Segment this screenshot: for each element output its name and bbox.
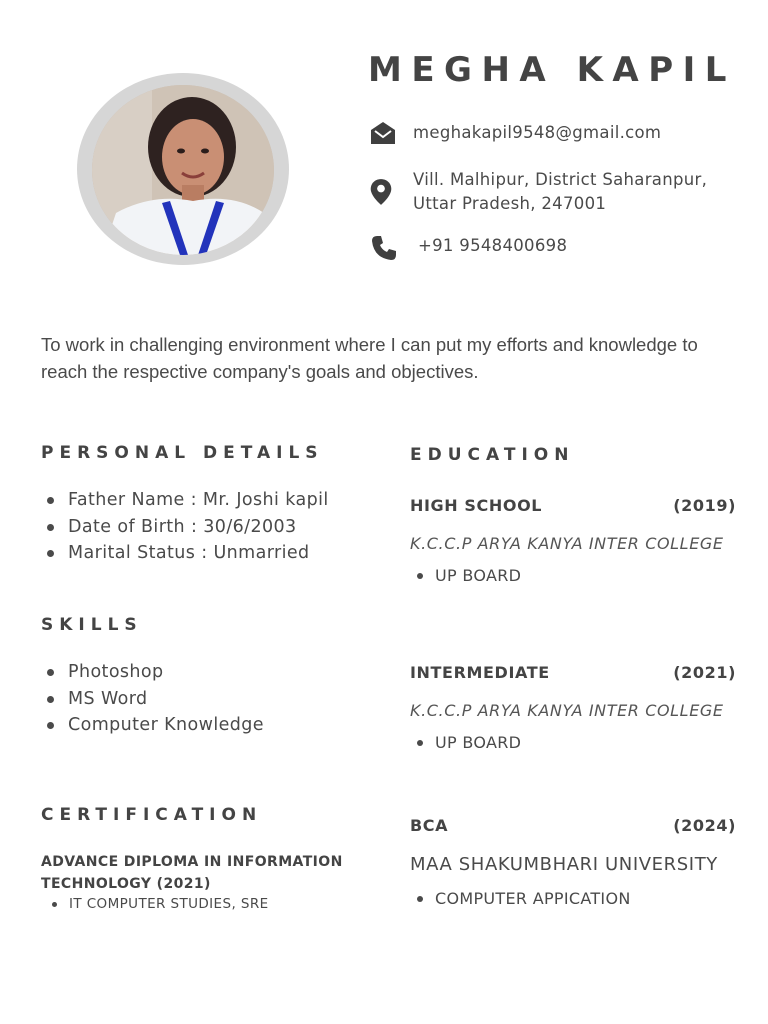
address-line-1: Vill. Malhipur, District Saharanpur,	[413, 170, 708, 189]
email-text[interactable]: meghakapil9548@gmail.com	[413, 123, 662, 142]
career-objective: To work in challenging environment where I can put my efforts and knowledge to reach the respective company's goals and objectives.	[41, 334, 698, 382]
education-year: (2019)	[673, 496, 736, 515]
candidate-name: MEGHA KAPIL	[368, 50, 736, 90]
education-entry-header	[410, 816, 736, 835]
education-school: K.C.C.P ARYA KANYA INTER COLLEGE	[410, 534, 724, 553]
education-entry-header	[410, 496, 736, 515]
profile-photo	[92, 85, 274, 255]
skills-list	[41, 659, 264, 739]
education-entry-header	[410, 663, 736, 682]
education-level: BCA	[410, 816, 449, 835]
list-item: Photoshop	[41, 659, 264, 686]
education-detail-list	[410, 886, 631, 913]
list-item: Computer Knowledge	[41, 712, 264, 739]
list-item: Father Name : Mr. Joshi kapil	[41, 487, 329, 514]
list-item: MS Word	[41, 686, 264, 713]
envelope-icon	[369, 119, 397, 147]
certification-heading: CERTIFICATION	[41, 805, 263, 825]
skills-heading: SKILLS	[41, 615, 143, 635]
list-item: IT COMPUTER STUDIES, SRE	[41, 894, 269, 914]
education-level: INTERMEDIATE	[410, 663, 550, 682]
personal-details-list	[41, 487, 329, 567]
education-detail-list	[410, 730, 521, 757]
phone-icon	[370, 234, 398, 262]
education-school: K.C.C.P ARYA KANYA INTER COLLEGE	[410, 701, 724, 720]
education-school: MAA SHAKUMBHARI UNIVERSITY	[410, 854, 718, 875]
phone-text[interactable]: +91 9548400698	[418, 236, 568, 255]
list-item: UP BOARD	[410, 730, 521, 757]
personal-details-heading: PERSONAL DETAILS	[41, 443, 324, 463]
list-item: Date of Birth : 30/6/2003	[41, 514, 329, 541]
certification-name: ADVANCE DIPLOMA IN INFORMATION TECHNOLOGY (2021)	[41, 854, 343, 892]
list-item: COMPUTER APPICATION	[410, 886, 631, 913]
map-pin-icon	[369, 177, 397, 205]
address-line-2: Uttar Pradesh, 247001	[413, 194, 607, 213]
list-item: UP BOARD	[410, 563, 521, 590]
list-item: Marital Status : Unmarried	[41, 540, 329, 567]
education-year: (2021)	[673, 663, 736, 682]
education-detail-list	[410, 563, 521, 590]
certification-list	[41, 894, 269, 914]
education-heading: EDUCATION	[410, 445, 575, 465]
education-level: HIGH SCHOOL	[410, 496, 543, 515]
education-year: (2024)	[673, 816, 736, 835]
